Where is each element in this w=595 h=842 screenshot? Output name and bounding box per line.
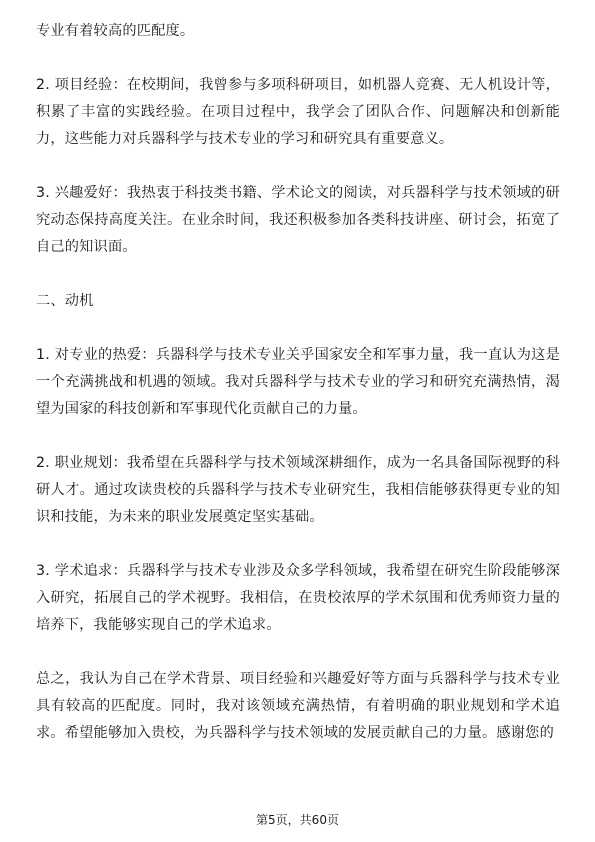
paragraph-interests: 3. 兴趣爱好：我热衷于科技类书籍、学术论文的阅读，对兵器科学与技术领域的研究动态保持高度关注。在业余时间，我还积极参加各类科技讲座、研讨会，拓宽了自己的知识面。: [36, 185, 560, 255]
paragraph-spacer: [36, 639, 560, 666]
document-body: [36, 18, 560, 747]
paragraph-spacer: [36, 423, 560, 450]
paragraph-spacer: [36, 45, 560, 72]
paragraph-passion: 1. 对专业的热爱：兵器科学与技术专业关乎国家安全和军事力量，我一直认为这是一个充满挑战和机遇的领域。我对兵器科学与技术专业的学习和研究充满热情，渴望为国家的科技创新和军事现代化贡献自己的力量。: [36, 347, 560, 417]
section-heading-motivation: 二、动机: [36, 293, 94, 309]
paragraph-spacer: [36, 531, 560, 558]
paragraph-spacer: [36, 315, 560, 342]
paragraph-project-experience: 2. 项目经验：在校期间，我曾参与多项科研项目，如机器人竞赛、无人机设计等，积累了丰富的实践经验。在项目过程中，我学会了团队合作、问题解决和创新能力，这些能力对兵器科学与技术专业的学习和研究具有重要意义。: [36, 77, 560, 147]
paragraph-academic-pursuit: 3. 学术追求：兵器科学与技术专业涉及众多学科领域，我希望在研究生阶段能够深入研究，拓展自己的学术视野。我相信，在贵校浓厚的学术氛围和优秀师资力量的培养下，我能够实现自己的学术追求。: [36, 563, 560, 633]
paragraph-conclusion: 总之，我认为自己在学术背景、项目经验和兴趣爱好等方面与兵器科学与技术专业具有较高的匹配度。同时，我对该领域充满热情，有着明确的职业规划和学术追求。希望能够加入贵校，为兵器科学与技术领域的发展贡献自己的力量。感谢您的: [36, 671, 560, 741]
paragraph-career-plan: 2. 职业规划：我希望在兵器科学与技术领域深耕细作，成为一名具备国际视野的科研人才。通过攻读贵校的兵器科学与技术专业研究生，我相信能够获得更专业的知识和技能，为未来的职业发展奠定坚实基础。: [36, 455, 560, 525]
paragraph-spacer: [36, 153, 560, 180]
paragraph-continuation: 专业有着较高的匹配度。: [36, 23, 195, 39]
paragraph-spacer: [36, 261, 560, 288]
page-number-footer: 第5页，共60页: [256, 813, 339, 827]
